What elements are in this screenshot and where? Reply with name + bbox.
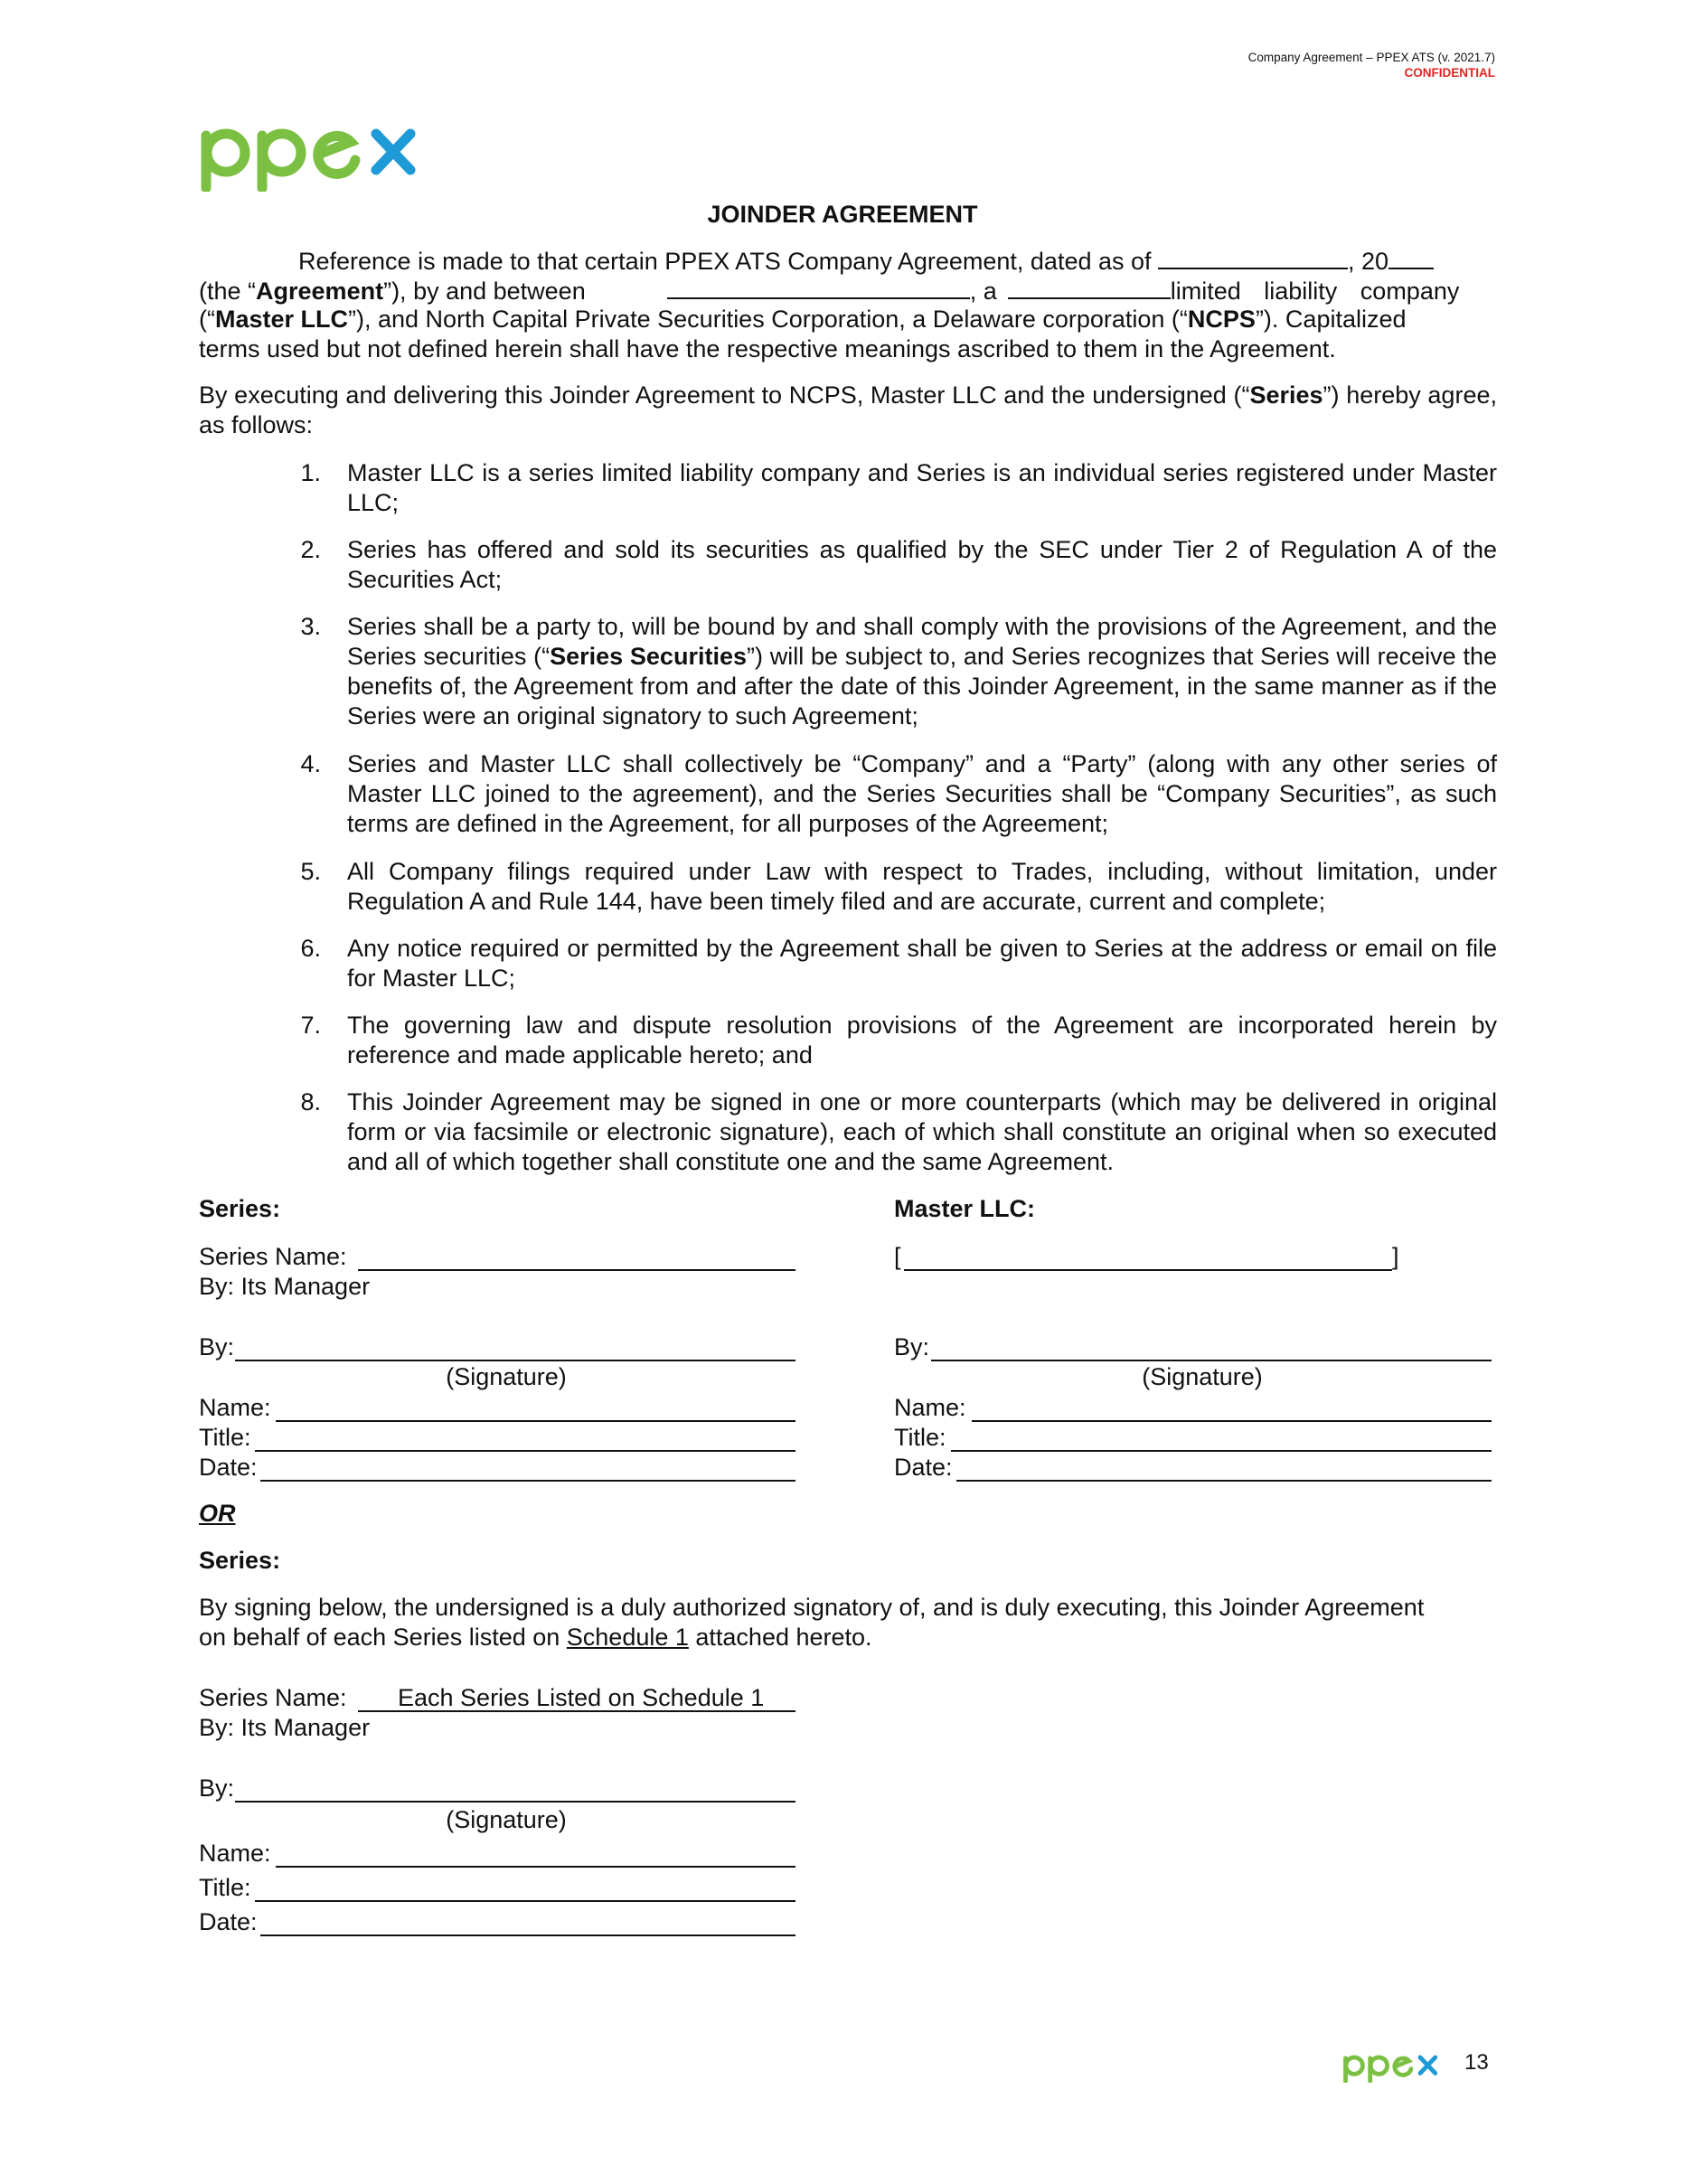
master-name-label: Name: [894,1394,966,1421]
list-item: 2. Series has offered and sold its securities as qualified by the SEC under Tier 2 of Regulation A of the Securities Act; [300,536,1497,593]
by-manager-label: By: Its Manager [199,1273,371,1300]
intro-line-4: terms used but not defined herein shall have the respective meanings ascribed to them in the Agreement. [199,335,1336,362]
list-item: 8. This Joinder Agreement may be signed in one or more counterparts (which may be delivered in original form or via facsimile or electronic signature), each of which shall constitute an original when so executed and all of which together shall constitute one and the same Agreement. [300,1088,1497,1175]
schedule-paragraph-line-1: By signing below, the undersigned is a duly authorized signatory of, and is duly executing, this Joinder Agreement [199,1594,1425,1621]
bracket-close: ] [1392,1243,1399,1270]
master-llc-name-line[interactable] [904,1246,1392,1271]
title-line[interactable] [255,1426,795,1452]
or-divider: OR [199,1500,236,1527]
signature-line-2[interactable] [235,1777,795,1803]
master-title-label: Title: [894,1424,946,1451]
master-signature-line[interactable] [931,1336,1492,1361]
footer-ppex-logo [1341,2050,1441,2083]
master-llc-name-blank[interactable] [667,275,970,299]
date-label: Date: [199,1454,258,1481]
master-by-label: By: [894,1333,930,1360]
series-name-line[interactable] [358,1246,795,1271]
ppex-logo [197,118,423,192]
list-item: 1. Master LLC is a series limited liability company and Series is an individual series registered under Master LLC; [300,459,1497,516]
by-label: By: [199,1333,235,1360]
page-title: JOINDER AGREEMENT [707,201,978,228]
name-line[interactable] [276,1397,795,1422]
series-name-value: Each Series Listed on Schedule 1 [398,1684,765,1711]
list-item: 3. Series shall be a party to, will be bound by and shall comply with the provisions of the Agreement, and the Series securities (“Series Securities”) will be subject to, and Series recognizes that Series will receive the benefits of, the Agreement from and after the date of this Joinder Agreement, in the same manner as if the Series were an original signatory to such Agreement; [300,613,1497,730]
name-label: Name: [199,1394,271,1421]
master-title-line[interactable] [951,1426,1492,1452]
signature-caption: (Signature) [446,1363,567,1390]
master-name-line[interactable] [972,1397,1492,1422]
executing-paragraph: By executing and delivering this Joinder Agreement to NCPS, Master LLC and the undersigned (“Series”) hereby agree, as follows: [199,381,1497,438]
name-label-2: Name: [199,1840,271,1867]
title-label-2: Title: [199,1874,251,1901]
state-blank[interactable] [1008,275,1171,299]
header-doc-ref: Company Agreement – PPEX ATS (v. 2021.7) [1247,51,1495,64]
bracket-open: [ [894,1243,901,1270]
signature-caption-2: (Signature) [446,1806,567,1833]
list-item: 5. All Company filings required under Law with respect to Trades, including, without limitation, under Regulation A and Rule 144, have been timely filed and are accurate, current and complete; [300,858,1497,915]
date-label-2: Date: [199,1908,258,1935]
intro-line-1: Reference is made to that certain PPEX ATS Company Agreement, dated as of , 20 [298,245,1497,277]
title-line-2[interactable] [255,1877,795,1902]
list-item: 6. Any notice required or permitted by the Agreement shall be given to Series at the address or email on file for Master LLC; [300,935,1497,992]
master-signature-caption: (Signature) [1142,1363,1263,1390]
master-date-label: Date: [894,1454,953,1481]
schedule-paragraph-line-2: on behalf of each Series listed on Schedule 1 attached hereto. [199,1624,872,1651]
year-blank[interactable] [1388,245,1434,269]
by-label-2: By: [199,1774,235,1802]
series-name-label-2: Series Name: [199,1684,347,1711]
master-llc-heading: Master LLC: [894,1195,1036,1222]
date-line[interactable] [260,1456,795,1482]
schedule-1-link[interactable]: Schedule 1 [566,1624,689,1651]
signature-line[interactable] [235,1336,795,1361]
name-line-2[interactable] [276,1842,795,1868]
intro-line-2: (the “Agreement”), by and between , a limited liability company [199,275,1497,306]
series-heading-2: Series: [199,1547,281,1574]
date-blank[interactable] [1158,245,1348,269]
list-item: 4. Series and Master LLC shall collectively be “Company” and a “Party” (along with any other series of Master LLC joined to the agreement), and the Series Securities shall be “Company Securities”, as such terms are defined in the Agreement, for all purposes of the Agreement; [300,750,1497,837]
series-name-label: Series Name: [199,1243,347,1270]
list-item: 7. The governing law and dispute resolution provisions of the Agreement are incorporated herein by reference and made applicable hereto; and [300,1012,1497,1068]
intro-line-3: (“Master LLC”), and North Capital Private Securities Corporation, a Delaware corporation (“NCPS”). Capitalized [199,306,1407,333]
by-manager-label-2: By: Its Manager [199,1714,371,1741]
page-number: 13 [1464,2050,1489,2075]
series-heading: Series: [199,1195,281,1222]
date-line-2[interactable] [260,1911,795,1936]
header-confidential: CONFIDENTIAL [1404,66,1495,80]
title-label: Title: [199,1424,251,1451]
master-date-line[interactable] [956,1456,1492,1482]
